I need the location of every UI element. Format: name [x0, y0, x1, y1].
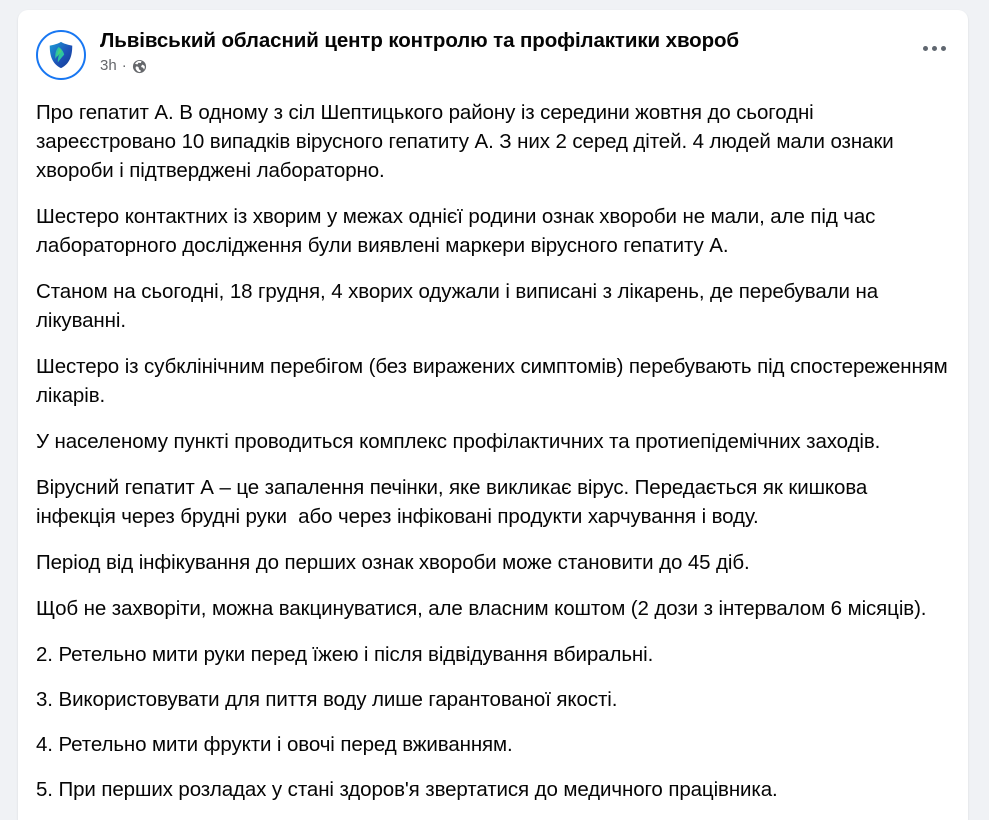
avatar[interactable]: [36, 30, 86, 80]
post-header: [36, 24, 950, 80]
shield-logo-icon: [46, 40, 76, 70]
post-paragraph: 5. При перших розладах у стані здоров'я звертатися до медичного працівника.: [36, 778, 778, 801]
post-timestamp[interactable]: 3h: [100, 57, 117, 74]
post-card: [18, 10, 968, 820]
header-text: [100, 28, 739, 75]
post-paragraph: 4. Ретельно мити фрукти і овочі перед вживанням.: [36, 733, 513, 756]
post-paragraph: Шестеро із субклінічним перебігом (без виражених симптомів) перебувають під спостереженням лікарів.: [36, 355, 954, 407]
post-paragraph: Вірусний гепатит А – це запалення печінки, яке викликає вірус. Передається як кишкова інфекція через брудні руки або через інфіковані продукти харчування і воду.: [36, 476, 873, 528]
post-paragraph: У населеному пункті проводиться комплекс профілактичних та протиепідемічних заходів.: [36, 430, 881, 453]
post-paragraph: Про гепатит А. В одному з сіл Шептицького району із середини жовтня до сьогодні зареєстровано 10 випадків вірусного гепатиту А. З них 2 серед дітей. 4 людей мали ознаки хвороби і підтверджені лабораторно.: [36, 101, 900, 182]
post-paragraph: Шестеро контактних із хворим у межах однієї родини ознак хвороби не мали, але під час лабораторного дослідження були виявлені маркери вірусного гепатиту А.: [36, 205, 881, 257]
post-paragraph: Період від інфікування до перших ознак хвороби може становити до 45 діб.: [36, 551, 750, 574]
post-paragraph: Щоб не захворіти, можна вакцинуватися, але власним коштом (2 дози з інтервалом 6 місяців).: [36, 597, 927, 620]
post-body: [36, 98, 954, 804]
meta-separator: ·: [121, 57, 127, 74]
post-paragraph: Станом на сьогодні, 18 грудня, 4 хворих одужали і виписані з лікарень, де перебували на лікуванні.: [36, 280, 884, 332]
post-paragraph: 2. Ретельно мити руки перед їжею і після відвідування вбиральні.: [36, 643, 654, 666]
post-paragraph: 3. Використовувати для пиття воду лише гарантованої якості.: [36, 688, 618, 711]
post-meta: [100, 57, 739, 75]
globe-public-icon[interactable]: [132, 59, 147, 74]
more-options-button[interactable]: [916, 30, 952, 66]
page-name[interactable]: Львівський обласний центр контролю та профілактики хвороб: [100, 29, 739, 52]
three-dots-icon: [932, 46, 937, 51]
three-dots-icon: [941, 46, 946, 51]
three-dots-icon: [923, 46, 928, 51]
